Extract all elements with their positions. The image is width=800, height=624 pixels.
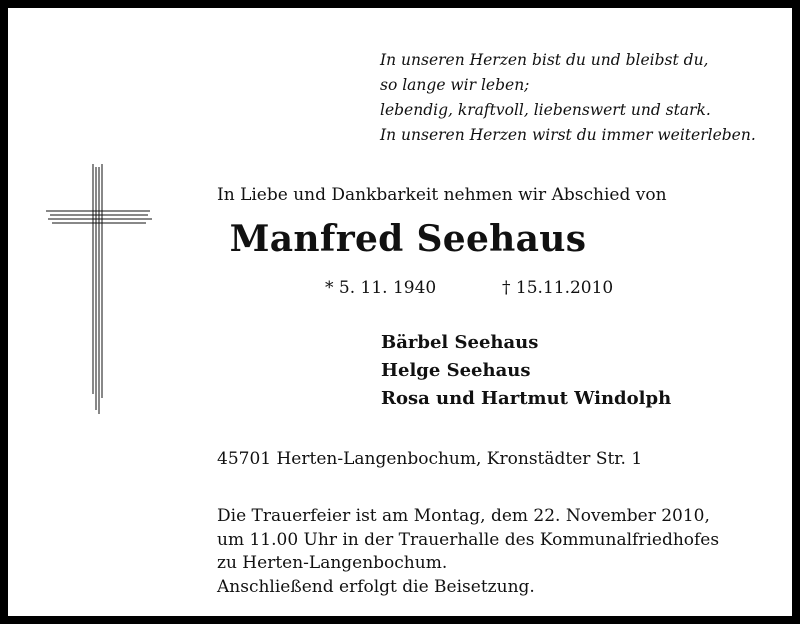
funeral-details	[217, 505, 719, 599]
mourner-name: Helge Seehaus	[381, 360, 531, 381]
mourners-list	[381, 329, 671, 413]
death-date: † 15.11.2010	[502, 278, 614, 298]
funeral-line: Die Trauerfeier ist am Montag, dem 22. November 2010,	[217, 506, 710, 526]
poem-line: so lange wir leben;	[380, 76, 530, 94]
cross-icon	[46, 164, 152, 418]
funeral-line: Anschließend erfolgt die Beisetzung.	[217, 576, 535, 597]
mourner-name: Rosa und Hartmut Windolph	[381, 388, 672, 409]
poem-line: lebendig, kraftvoll, liebenswert und stark.	[380, 101, 711, 119]
poem-line: In unseren Herzen wirst du immer weiterleben.	[380, 126, 756, 144]
memorial-poem	[380, 48, 756, 148]
poem-line: In unseren Herzen bist du und bleibst du,	[380, 51, 709, 69]
birth-date: * 5. 11. 1940	[325, 278, 437, 298]
funeral-line: um 11.00 Uhr in der Trauerhalle des Kommunalfriedhofes	[217, 529, 720, 550]
deceased-name: Manfred Seehaus	[229, 218, 587, 260]
farewell-intro: In Liebe und Dankbarkeit nehmen wir Abschied von	[217, 185, 667, 205]
mourner-name: Bärbel Seehaus	[381, 332, 539, 353]
family-address: 45701 Herten-Langenbochum, Kronstädter Str. 1	[217, 449, 643, 469]
funeral-line: zu Herten-Langenbochum.	[217, 553, 448, 573]
